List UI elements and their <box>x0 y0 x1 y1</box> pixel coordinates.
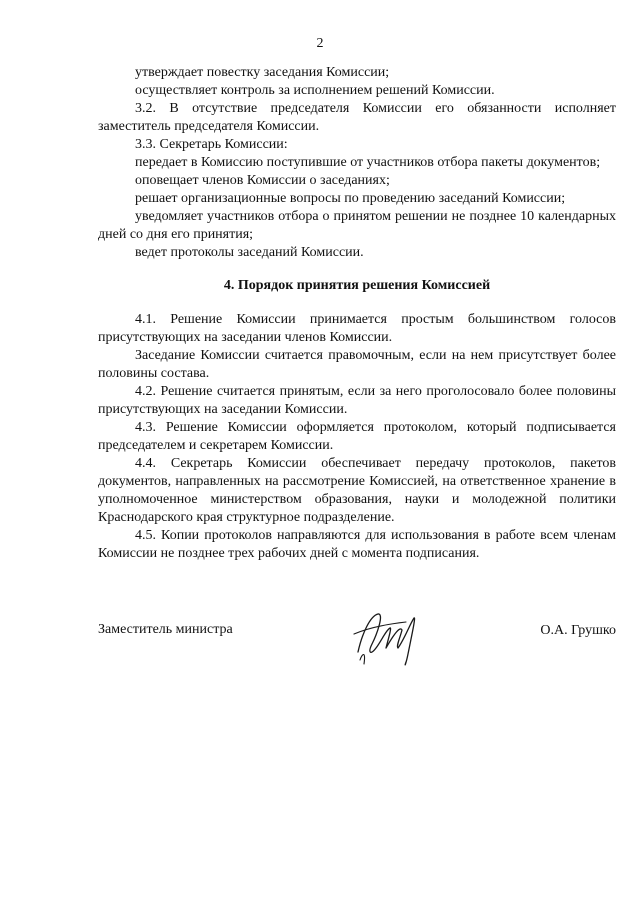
paragraph: передает в Комиссию поступившие от участников отбора пакеты документов; <box>135 155 601 170</box>
signatory-name: О.А. Грушко <box>540 623 616 638</box>
paragraph: Заседание Комиссии считается правомочным, если на нем присутствует более половины состава. <box>98 348 616 381</box>
page-number: 2 <box>316 36 324 51</box>
paragraph: оповещает членов Комиссии о заседаниях; <box>135 173 390 188</box>
paragraph: 4.5. Копии протоколов направляются для использования в работе всем членам Комиссии не позднее трех рабочих дней с момента подписания. <box>98 528 616 561</box>
paragraph: 4.1. Решение Комиссии принимается простым большинством голосов присутствующих на заседании членов Комиссии. <box>98 312 616 345</box>
paragraph: 3.2. В отсутствие председателя Комиссии его обязанности исполняет заместитель председателя Комиссии. <box>98 101 616 134</box>
paragraph: осуществляет контроль за исполнением решений Комиссии. <box>135 83 495 98</box>
section-heading: 4. Порядок принятия решения Комиссией <box>223 278 491 293</box>
signature-block <box>98 612 616 672</box>
paragraph: 4.4. Секретарь Комиссии обеспечивает передачу протоколов, пакетов документов, направленных на рассмотрение Комиссией, на ответственное хранение в уполномоченное министерством образования, науки и молодежной политики Краснодарского края структурное подразделение. <box>98 456 616 525</box>
paragraph: 3.3. Секретарь Комиссии: <box>135 137 288 152</box>
paragraph: уведомляет участников отбора о принятом решении не позднее 10 календарных дней со дня его принятия; <box>98 209 616 242</box>
signatory-position: Заместитель министра <box>98 622 233 637</box>
paragraph: решает организационные вопросы по проведению заседаний Комиссии; <box>135 191 566 206</box>
paragraph: 4.2. Решение считается принятым, если за него проголосовало более половины присутствующих на заседании Комиссии. <box>98 384 616 417</box>
paragraph: утверждает повестку заседания Комиссии; <box>135 65 390 80</box>
document-body <box>98 64 616 563</box>
paragraph: ведет протоколы заседаний Комиссии. <box>135 245 364 260</box>
handwritten-signature <box>348 604 428 674</box>
paragraph: 4.3. Решение Комиссии оформляется протоколом, который подписывается председателем и секретарем Комиссии. <box>98 420 616 453</box>
